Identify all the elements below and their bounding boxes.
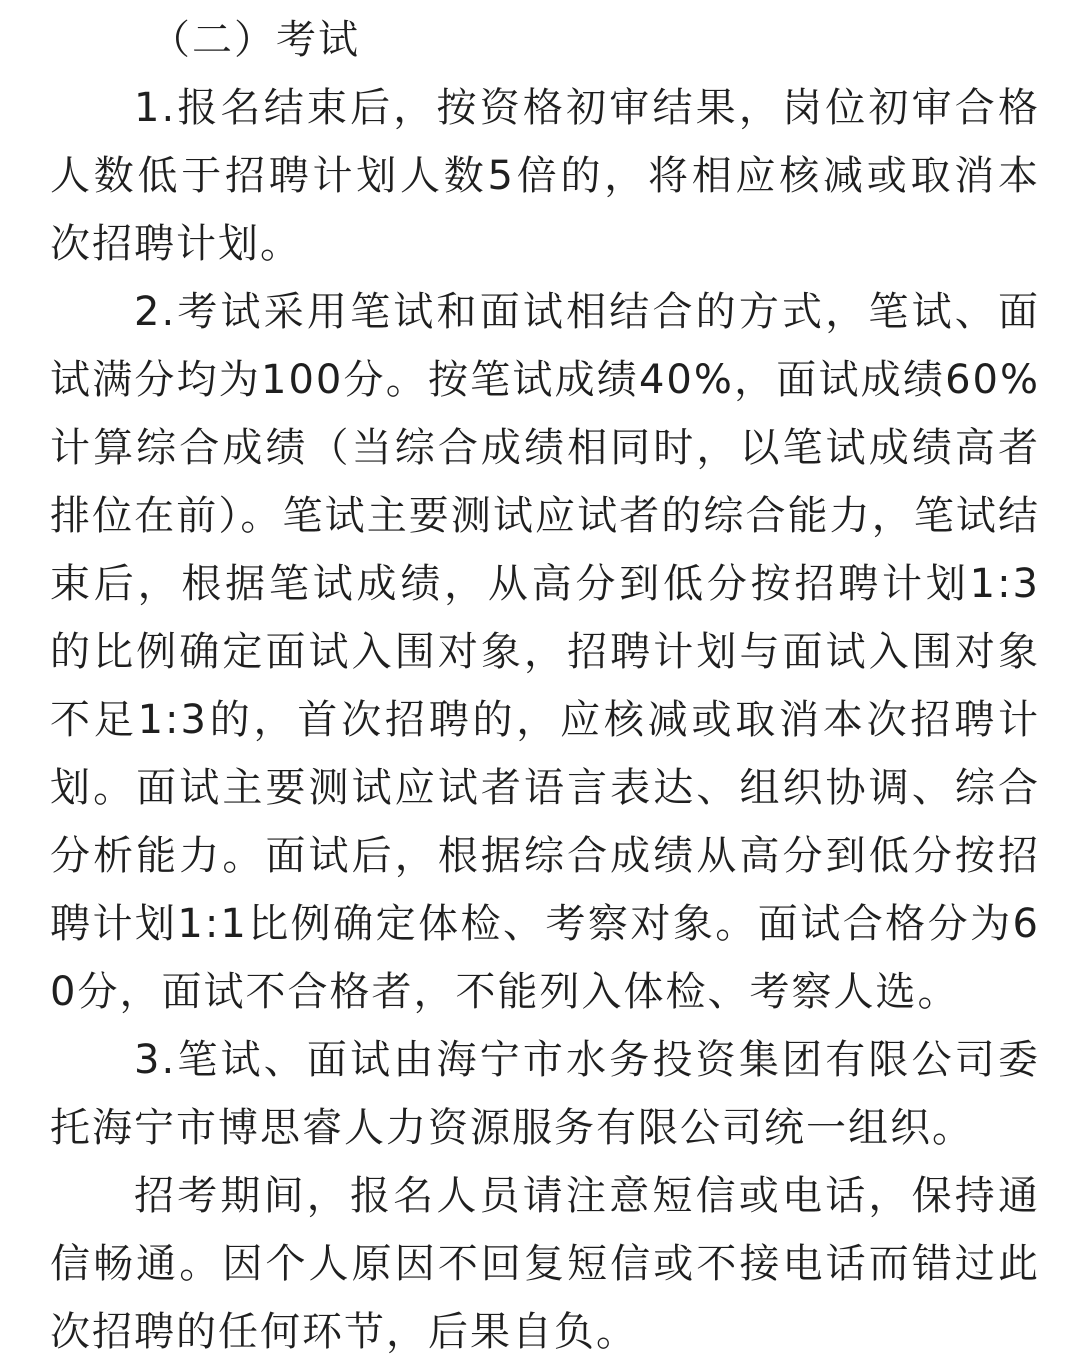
paragraph-exam-organizer: 3.笔试、面试由海宁市水务投资集团有限公司委托海宁市博思睿人力资源服务有限公司统一组织。 xyxy=(50,1037,1040,1151)
paragraph-contact-notice: 招考期间，报名人员请注意短信或电话，保持通信畅通。因个人原因不回复短信或不接电话而错过此次招聘的任何环节，后果自负。 xyxy=(50,1173,1040,1355)
section-heading: （二）考试 xyxy=(150,17,360,63)
document-body xyxy=(50,6,1040,1366)
paragraph-registration-review: 1.报名结束后，按资格初审结果，岗位初审合格人数低于招聘计划人数5倍的，将相应核减或取消本次招聘计划。 xyxy=(50,85,1040,267)
paragraph-exam-method: 2.考试采用笔试和面试相结合的方式，笔试、面试满分均为100分。按笔试成绩40%，面试成绩60%计算综合成绩（当综合成绩相同时，以笔试成绩高者排位在前）。笔试主要测试应试者的综合能力，笔试结束后，根据笔试成绩，从高分到低分按招聘计划1:3的比例确定面试入围对象，招聘计划与面试入围对象不足1:3的，首次招聘的，应核减或取消本次招聘计划。面试主要测试应试者语言表达、组织协调、综合分析能力。面试后，根据综合成绩从高分到低分按招聘计划1:1比例确定体检、考察对象。面试合格分为60分，面试不合格者，不能列入体检、考察人选。 xyxy=(50,289,1040,1015)
